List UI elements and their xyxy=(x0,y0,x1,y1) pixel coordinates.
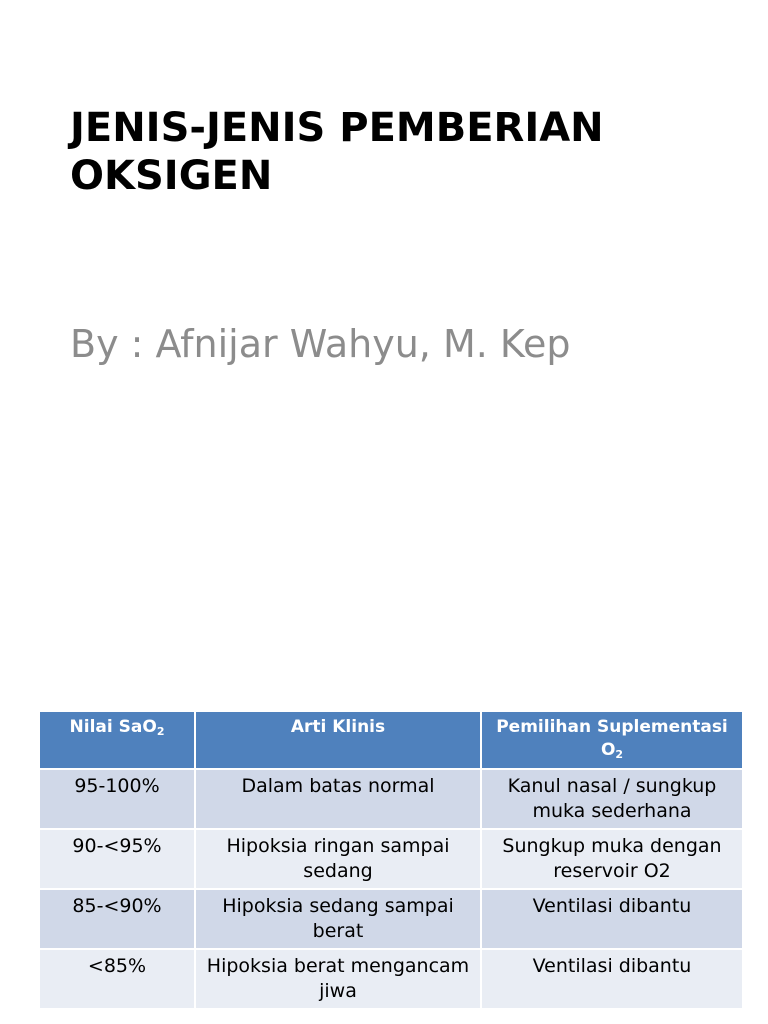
cell-sao2-value: 90-<95% xyxy=(39,829,195,889)
slide-title: JENIS-JENIS PEMBERIAN OKSIGEN xyxy=(70,105,604,199)
cell-o2-supplement: Ventilasi dibantu xyxy=(481,949,743,1009)
table-row xyxy=(39,889,743,949)
slide-subtitle: By : Afnijar Wahyu, M. Kep xyxy=(70,322,571,366)
cell-clinical-meaning: Hipoksia berat mengancam jiwa xyxy=(195,949,481,1009)
cell-sao2-value: 85-<90% xyxy=(39,889,195,949)
header-subscript: 2 xyxy=(615,748,624,761)
table-row xyxy=(39,949,743,1009)
cell-o2-supplement: Kanul nasal / sungkup muka sederhana xyxy=(481,769,743,829)
header-subscript: 2 xyxy=(156,725,165,738)
table-header-row xyxy=(39,711,743,769)
cell-o2-supplement: Ventilasi dibantu xyxy=(481,889,743,949)
cell-clinical-meaning: Dalam batas normal xyxy=(195,769,481,829)
header-label: Arti Klinis xyxy=(290,717,386,737)
header-arti-klinis xyxy=(195,711,481,769)
header-nilai-sao2 xyxy=(39,711,195,769)
table-row xyxy=(39,829,743,889)
header-label: Pemilihan Suplementasi O xyxy=(496,717,728,760)
header-label: Nilai SaO xyxy=(69,717,157,737)
cell-clinical-meaning: Hipoksia ringan sampai sedang xyxy=(195,829,481,889)
cell-clinical-meaning: Hipoksia sedang sampai berat xyxy=(195,889,481,949)
cell-sao2-value: 95-100% xyxy=(39,769,195,829)
header-pemilihan-suplementasi xyxy=(481,711,743,769)
sao2-table xyxy=(38,710,744,1010)
cell-o2-supplement: Sungkup muka dengan reservoir O2 xyxy=(481,829,743,889)
cell-sao2-value: <85% xyxy=(39,949,195,1009)
table-row xyxy=(39,769,743,829)
